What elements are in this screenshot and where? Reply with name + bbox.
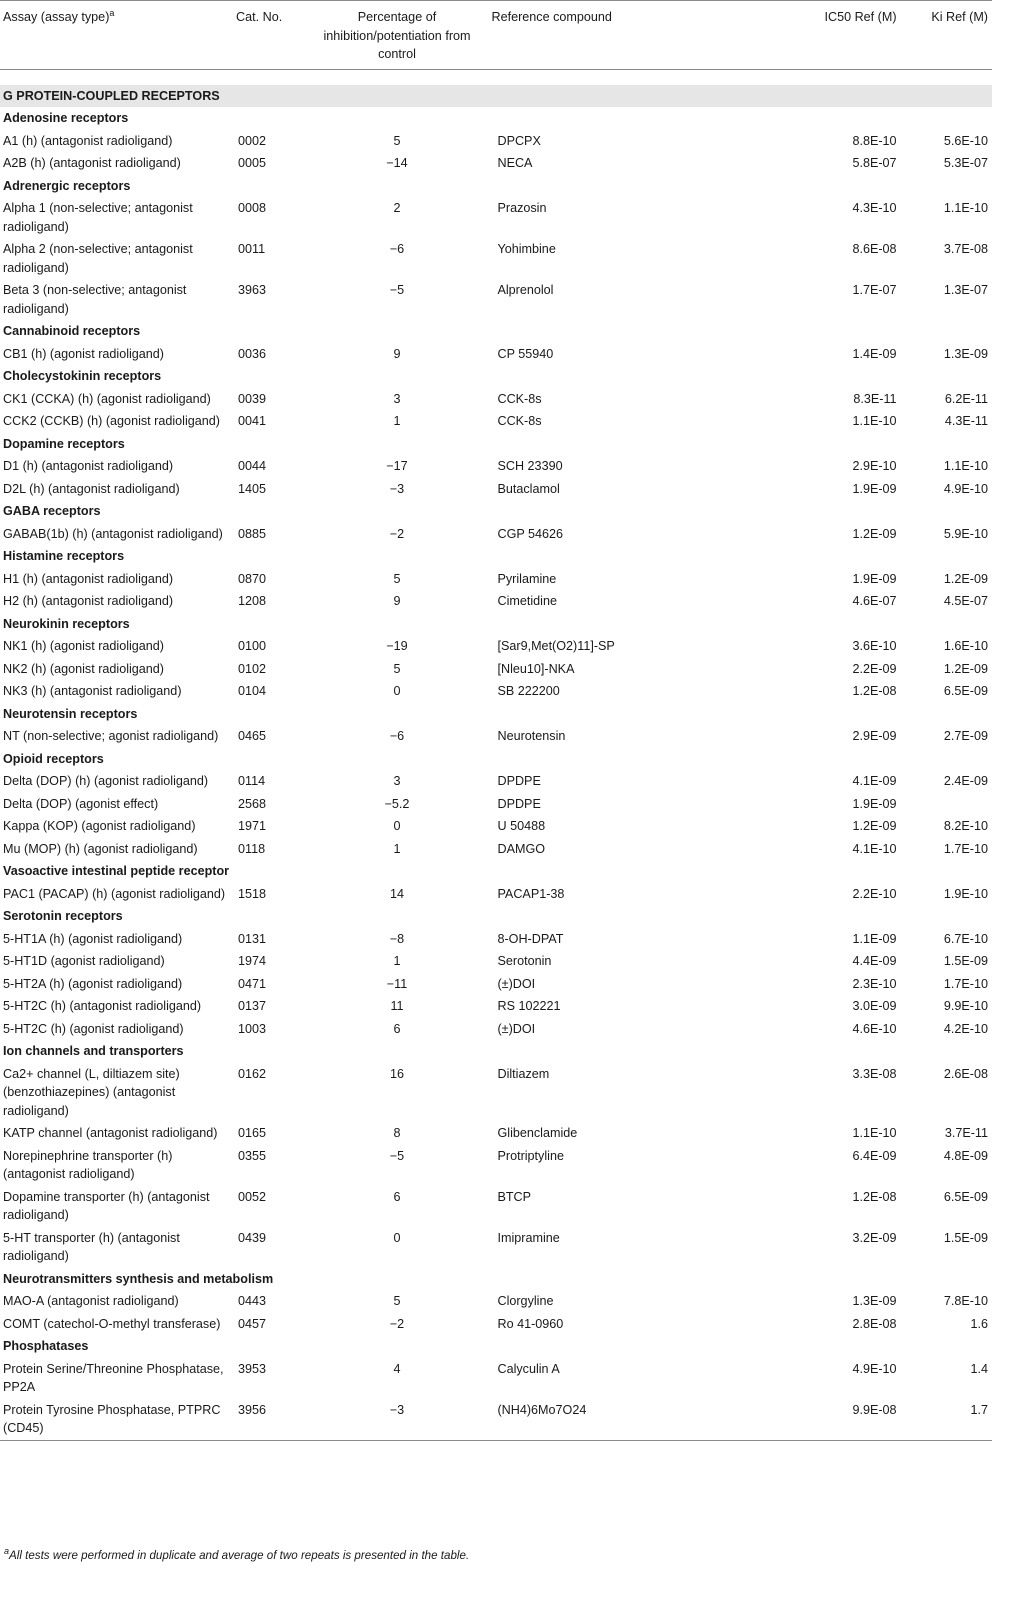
cell-assay: PAC1 (PACAP) (h) (agonist radioligand) bbox=[3, 886, 226, 901]
cell-cat-no: 0102 bbox=[238, 661, 267, 676]
cell-assay: D2L (h) (antagonist radioligand) bbox=[3, 481, 180, 496]
cell-cat-no: 0118 bbox=[238, 841, 266, 856]
cell-assay: MAO-A (antagonist radioligand) bbox=[3, 1294, 179, 1308]
section-row bbox=[0, 85, 992, 108]
cell-reference-compound: Prazosin bbox=[497, 201, 547, 215]
cell-assay: 5-HT2C (h) (antagonist radioligand) bbox=[3, 999, 202, 1013]
cell-cat-no: 0443 bbox=[238, 1294, 267, 1308]
group-label: Phosphatases bbox=[3, 1339, 89, 1353]
cell-percentage: −19 bbox=[386, 639, 408, 653]
cell-percentage: −6 bbox=[389, 242, 405, 256]
table-row bbox=[0, 725, 992, 748]
cell-ki: 3.7E-08 bbox=[943, 242, 988, 256]
cell-reference-compound: RS 102221 bbox=[497, 999, 561, 1013]
table-row bbox=[0, 680, 992, 703]
cell-percentage: 5 bbox=[393, 133, 401, 148]
cell-ic50: 4.4E-09 bbox=[852, 954, 897, 968]
table-row bbox=[0, 1018, 992, 1041]
cell-assay: GABAB(1b) (h) (antagonist radioligand) bbox=[3, 526, 223, 541]
cell-ki: 1.1E-10 bbox=[943, 201, 988, 215]
cell-ic50: 1.1E-09 bbox=[852, 931, 897, 946]
table-row bbox=[0, 995, 992, 1018]
cell-ki: 1.6E-10 bbox=[943, 639, 988, 653]
group-row bbox=[0, 860, 992, 883]
cell-ki: 4.3E-11 bbox=[944, 414, 988, 428]
cell-reference-compound: SCH 23390 bbox=[497, 459, 563, 473]
table-row bbox=[0, 523, 992, 546]
cell-ki: 1.2E-09 bbox=[943, 661, 988, 676]
cell-assay: Beta 3 (non-selective; antagonist radioligand) bbox=[3, 283, 187, 316]
cell-ki: 9.9E-10 bbox=[943, 999, 988, 1013]
cell-reference-compound: U 50488 bbox=[497, 819, 546, 833]
cell-reference-compound: Pyrilamine bbox=[497, 571, 557, 586]
cell-assay: CB1 (h) (agonist radioligand) bbox=[3, 346, 165, 361]
cell-ki: 6.2E-11 bbox=[944, 391, 988, 406]
cell-assay: H1 (h) (antagonist radioligand) bbox=[3, 571, 174, 586]
group-label: Opioid receptors bbox=[3, 751, 104, 766]
cell-ic50: 2.3E-10 bbox=[852, 976, 897, 991]
header-reference-compound: Reference compound bbox=[491, 10, 612, 24]
group-row bbox=[0, 320, 992, 343]
cell-percentage: −5 bbox=[389, 283, 405, 297]
cell-ki: 3.7E-11 bbox=[944, 1126, 988, 1140]
table-row bbox=[0, 1145, 992, 1186]
cell-percentage: 4 bbox=[393, 1361, 401, 1376]
cell-cat-no: 0131 bbox=[238, 931, 267, 946]
cell-cat-no: 0100 bbox=[238, 639, 267, 653]
cell-ic50: 1.2E-09 bbox=[852, 819, 897, 833]
cell-reference-compound: Alprenolol bbox=[497, 283, 554, 297]
cell-cat-no: 0044 bbox=[238, 459, 267, 473]
cell-percentage: −5 bbox=[389, 1148, 405, 1163]
section-label: G PROTEIN-COUPLED RECEPTORS bbox=[0, 85, 992, 108]
cell-ki: 1.3E-09 bbox=[943, 346, 988, 361]
header-percentage: Percentage of inhibition/potentiation from control bbox=[323, 10, 471, 61]
cell-reference-compound: CCK-8s bbox=[497, 391, 542, 406]
table-row bbox=[0, 1122, 992, 1145]
cell-ki: 1.4 bbox=[970, 1361, 988, 1376]
cell-ic50: 8.6E-08 bbox=[852, 242, 897, 256]
cell-percentage: −3 bbox=[389, 1402, 405, 1417]
cell-assay: H2 (h) (antagonist radioligand) bbox=[3, 594, 174, 608]
group-label: Neurotensin receptors bbox=[3, 706, 138, 721]
cell-assay: Mu (MOP) (h) (agonist radioligand) bbox=[3, 841, 198, 856]
cell-ki: 8.2E-10 bbox=[943, 819, 988, 833]
cell-reference-compound: Neurotensin bbox=[497, 729, 566, 743]
cell-percentage: 8 bbox=[393, 1126, 401, 1140]
cell-percentage: −14 bbox=[386, 156, 408, 170]
cell-cat-no: 0002 bbox=[238, 133, 267, 148]
cell-ic50: 6.4E-09 bbox=[852, 1148, 897, 1163]
group-row bbox=[0, 1335, 992, 1358]
cell-cat-no: 0870 bbox=[238, 571, 267, 586]
cell-ki: 5.3E-07 bbox=[943, 156, 988, 170]
cell-reference-compound: Ro 41-0960 bbox=[497, 1316, 564, 1331]
cell-reference-compound: (±)DOI bbox=[497, 1021, 536, 1036]
table-row bbox=[0, 658, 992, 681]
cell-cat-no: 0471 bbox=[238, 976, 267, 991]
cell-ki: 1.6 bbox=[970, 1316, 988, 1331]
cell-ki: 1.5E-09 bbox=[943, 1230, 988, 1245]
cell-ic50: 1.9E-09 bbox=[852, 571, 897, 586]
cell-assay: NK1 (h) (agonist radioligand) bbox=[3, 639, 165, 653]
cell-ic50: 4.9E-10 bbox=[852, 1361, 897, 1376]
table-row bbox=[0, 838, 992, 861]
cell-reference-compound: DPDPE bbox=[497, 796, 541, 811]
cell-assay: A1 (h) (antagonist radioligand) bbox=[3, 133, 173, 148]
cell-ki: 1.5E-09 bbox=[943, 954, 988, 968]
cell-reference-compound: CCK-8s bbox=[497, 414, 542, 428]
table-row bbox=[0, 1186, 992, 1227]
cell-percentage: 3 bbox=[393, 391, 401, 406]
cell-reference-compound: Calyculin A bbox=[497, 1361, 560, 1376]
cell-percentage: 9 bbox=[393, 346, 401, 361]
cell-reference-compound: DAMGO bbox=[497, 841, 546, 856]
cell-cat-no: 0355 bbox=[238, 1148, 267, 1163]
cell-cat-no: 0008 bbox=[238, 201, 267, 215]
cell-ic50: 5.8E-07 bbox=[852, 156, 897, 170]
cell-assay: 5-HT2A (h) (agonist radioligand) bbox=[3, 976, 183, 991]
cell-ic50: 1.3E-09 bbox=[852, 1294, 897, 1308]
cell-assay: NK3 (h) (antagonist radioligand) bbox=[3, 684, 182, 698]
cell-assay: Alpha 1 (non-selective; antagonist radioligand) bbox=[3, 201, 193, 234]
cell-percentage: 14 bbox=[389, 886, 404, 901]
table-row bbox=[0, 568, 992, 591]
cell-assay: NK2 (h) (agonist radioligand) bbox=[3, 661, 165, 676]
cell-cat-no: 0457 bbox=[238, 1316, 267, 1331]
cell-cat-no: 3963 bbox=[238, 283, 267, 297]
table-row bbox=[0, 343, 992, 366]
cell-ic50: 1.7E-07 bbox=[852, 283, 897, 297]
cell-percentage: 16 bbox=[389, 1066, 404, 1081]
cell-ic50: 4.1E-09 bbox=[852, 774, 897, 788]
cell-percentage: 1 bbox=[393, 414, 401, 428]
cell-percentage: −2 bbox=[389, 1316, 405, 1331]
cell-ki: 1.3E-07 bbox=[943, 283, 988, 297]
cell-ic50: 8.3E-11 bbox=[853, 391, 897, 406]
cell-ki: 6.5E-09 bbox=[943, 1189, 988, 1204]
cell-ki: 1.7 bbox=[970, 1402, 988, 1417]
cell-cat-no: 0036 bbox=[238, 346, 267, 361]
group-label: Adenosine receptors bbox=[3, 111, 129, 125]
cell-ic50: 4.1E-10 bbox=[852, 841, 897, 856]
group-label: Vasoactive intestinal peptide receptor bbox=[3, 864, 230, 878]
group-label: Neurokinin receptors bbox=[3, 616, 130, 631]
table-row bbox=[0, 478, 992, 501]
table-row bbox=[0, 410, 992, 433]
cell-assay: Alpha 2 (non-selective; antagonist radioligand) bbox=[3, 242, 193, 275]
cell-percentage: 5 bbox=[393, 571, 401, 586]
cell-assay: D1 (h) (antagonist radioligand) bbox=[3, 459, 174, 473]
group-row bbox=[0, 1040, 992, 1063]
table-footnote bbox=[4, 1546, 470, 1562]
header-assay bbox=[0, 1, 232, 70]
group-label: GABA receptors bbox=[3, 504, 101, 518]
cell-reference-compound: (NH4)6Mo7O24 bbox=[497, 1402, 587, 1417]
cell-ic50: 1.2E-08 bbox=[852, 684, 897, 698]
table-body bbox=[0, 69, 992, 1440]
table-row bbox=[0, 770, 992, 793]
group-label: Neurotransmitters synthesis and metabolism bbox=[3, 1271, 274, 1286]
cell-cat-no: 0005 bbox=[238, 156, 267, 170]
cell-percentage: −17 bbox=[386, 459, 408, 473]
cell-percentage: 1 bbox=[393, 841, 401, 856]
cell-cat-no: 1405 bbox=[238, 481, 267, 496]
table-row bbox=[0, 388, 992, 411]
cell-ki: 4.5E-07 bbox=[943, 594, 988, 608]
cell-assay: CCK2 (CCKB) (h) (agonist radioligand) bbox=[3, 414, 220, 428]
group-label: Serotonin receptors bbox=[3, 909, 123, 923]
cell-reference-compound: CP 55940 bbox=[497, 346, 554, 361]
group-row bbox=[0, 433, 992, 456]
cell-reference-compound: NECA bbox=[497, 156, 533, 170]
cell-assay: Protein Serine/Threonine Phosphatase, PP2A bbox=[3, 1361, 224, 1394]
cell-cat-no: 2568 bbox=[238, 796, 267, 811]
cell-ic50: 8.8E-10 bbox=[852, 133, 897, 148]
table-row bbox=[0, 950, 992, 973]
cell-ic50: 3.3E-08 bbox=[852, 1066, 897, 1081]
cell-reference-compound: Cimetidine bbox=[497, 594, 557, 608]
cell-assay: 5-HT transporter (h) (antagonist radioligand) bbox=[3, 1230, 180, 1263]
cell-reference-compound: Serotonin bbox=[497, 954, 552, 968]
cell-percentage: −5.2 bbox=[384, 796, 410, 811]
table-row bbox=[0, 928, 992, 951]
cell-assay: NT (non-selective; agonist radioligand) bbox=[3, 729, 219, 743]
cell-cat-no: 0465 bbox=[238, 729, 267, 743]
group-label: Histamine receptors bbox=[3, 549, 125, 563]
cell-percentage: 5 bbox=[393, 1294, 401, 1308]
cell-cat-no: 0011 bbox=[238, 242, 266, 256]
table-row bbox=[0, 152, 992, 175]
cell-ic50: 2.2E-10 bbox=[852, 886, 897, 901]
group-row bbox=[0, 365, 992, 388]
cell-assay: Kappa (KOP) (agonist radioligand) bbox=[3, 819, 196, 833]
cell-assay: Norepinephrine transporter (h) (antagonist radioligand) bbox=[3, 1148, 173, 1181]
group-row bbox=[0, 545, 992, 568]
cell-ic50: 2.9E-10 bbox=[852, 459, 897, 473]
header-cat-no: Cat. No. bbox=[236, 10, 283, 24]
cell-assay: 5-HT2C (h) (agonist radioligand) bbox=[3, 1021, 184, 1036]
cell-percentage: 3 bbox=[393, 774, 401, 788]
table-row bbox=[0, 793, 992, 816]
cell-percentage: 9 bbox=[393, 594, 401, 608]
cell-ki: 2.4E-09 bbox=[943, 774, 988, 788]
cell-reference-compound: PACAP1-38 bbox=[497, 886, 565, 901]
cell-ki: 1.1E-10 bbox=[943, 459, 988, 473]
table-row bbox=[0, 815, 992, 838]
cell-assay: 5-HT1D (agonist radioligand) bbox=[3, 954, 165, 968]
group-row bbox=[0, 613, 992, 636]
cell-reference-compound: DPDPE bbox=[497, 774, 541, 788]
cell-cat-no: 0114 bbox=[238, 774, 266, 788]
group-row bbox=[0, 703, 992, 726]
table-row bbox=[0, 1358, 992, 1399]
cell-percentage: 0 bbox=[393, 1230, 401, 1245]
cell-ki: 6.7E-10 bbox=[943, 931, 988, 946]
cell-cat-no: 0137 bbox=[238, 999, 267, 1013]
cell-reference-compound: Protriptyline bbox=[497, 1148, 564, 1163]
cell-cat-no: 1971 bbox=[238, 819, 267, 833]
table-row bbox=[0, 635, 992, 658]
cell-ki: 4.9E-10 bbox=[943, 481, 988, 496]
cell-assay: Ca2+ channel (L, diltiazem site) (benzothiazepines) (antagonist radioligand) bbox=[3, 1066, 180, 1118]
cell-ki: 1.7E-10 bbox=[943, 841, 988, 856]
cell-ic50: 3.6E-10 bbox=[852, 639, 897, 653]
cell-assay: KATP channel (antagonist radioligand) bbox=[3, 1126, 218, 1140]
cell-ic50: 1.1E-10 bbox=[852, 1126, 897, 1140]
cell-assay: Delta (DOP) (h) (agonist radioligand) bbox=[3, 774, 209, 788]
cell-ki: 4.2E-10 bbox=[943, 1021, 988, 1036]
group-label: Dopamine receptors bbox=[3, 436, 125, 451]
cell-ki: 1.7E-10 bbox=[943, 976, 988, 991]
cell-percentage: 6 bbox=[393, 1021, 401, 1036]
cell-cat-no: 3956 bbox=[238, 1402, 267, 1417]
cell-ki: 4.8E-09 bbox=[943, 1148, 988, 1163]
cell-ki: 1.2E-09 bbox=[943, 571, 988, 586]
cell-ic50: 1.2E-09 bbox=[852, 526, 897, 541]
group-label: Cholecystokinin receptors bbox=[3, 369, 162, 383]
cell-cat-no: 0162 bbox=[238, 1066, 267, 1081]
cell-ic50: 4.6E-10 bbox=[852, 1021, 897, 1036]
group-row bbox=[0, 107, 992, 130]
cell-percentage: −2 bbox=[389, 526, 405, 541]
cell-ki: 5.6E-10 bbox=[943, 133, 988, 148]
cell-reference-compound: Clorgyline bbox=[497, 1294, 554, 1308]
cell-percentage: −11 bbox=[386, 976, 408, 991]
cell-assay: Dopamine transporter (h) (antagonist radioligand) bbox=[3, 1189, 210, 1222]
cell-cat-no: 0052 bbox=[238, 1189, 267, 1204]
cell-reference-compound: [Sar9,Met(O2)11]-SP bbox=[497, 639, 615, 653]
cell-reference-compound: DPCPX bbox=[497, 133, 541, 148]
group-row bbox=[0, 905, 992, 928]
cell-cat-no: 3953 bbox=[238, 1361, 267, 1376]
cell-ic50: 4.6E-07 bbox=[852, 594, 897, 608]
table-row bbox=[0, 1313, 992, 1336]
cell-reference-compound: Yohimbine bbox=[497, 242, 556, 256]
table-row bbox=[0, 1290, 992, 1313]
footnote-mark: a bbox=[4, 1546, 10, 1557]
cell-ki: 2.7E-09 bbox=[943, 729, 988, 743]
cell-percentage: 5 bbox=[393, 661, 401, 676]
cell-ki: 2.6E-08 bbox=[943, 1066, 988, 1081]
group-label: Adrenergic receptors bbox=[3, 178, 131, 193]
cell-percentage: −3 bbox=[389, 481, 405, 496]
cell-cat-no: 0039 bbox=[238, 391, 267, 406]
cell-cat-no: 1003 bbox=[238, 1021, 267, 1036]
group-row bbox=[0, 1268, 992, 1291]
header-gap bbox=[0, 69, 992, 85]
table-row bbox=[0, 1399, 992, 1441]
cell-ki: 5.9E-10 bbox=[943, 526, 988, 541]
table-row bbox=[0, 973, 992, 996]
cell-assay: A2B (h) (antagonist radioligand) bbox=[3, 156, 181, 170]
cell-assay: COMT (catechol-O-methyl transferase) bbox=[3, 1316, 221, 1331]
cell-cat-no: 0041 bbox=[238, 414, 267, 428]
cell-percentage: 6 bbox=[393, 1189, 401, 1204]
cell-ic50: 4.3E-10 bbox=[852, 201, 897, 215]
cell-reference-compound: Glibenclamide bbox=[497, 1126, 578, 1140]
group-row bbox=[0, 500, 992, 523]
cell-ki: 7.8E-10 bbox=[943, 1294, 988, 1308]
cell-reference-compound: Butaclamol bbox=[497, 481, 560, 496]
cell-ic50: 1.9E-09 bbox=[852, 796, 897, 811]
cell-reference-compound: BTCP bbox=[497, 1189, 532, 1204]
cell-assay: Delta (DOP) (agonist effect) bbox=[3, 796, 159, 811]
cell-percentage: 1 bbox=[393, 954, 401, 968]
table-row bbox=[0, 238, 992, 279]
cell-ic50: 1.1E-10 bbox=[852, 414, 897, 428]
table-row bbox=[0, 1227, 992, 1268]
cell-reference-compound: 8-OH-DPAT bbox=[497, 931, 564, 946]
cell-reference-compound: Imipramine bbox=[497, 1230, 560, 1245]
footnote-text: All tests were performed in duplicate and average of two repeats is presented in the table. bbox=[9, 1549, 470, 1562]
cell-cat-no: 1518 bbox=[238, 886, 267, 901]
group-label: Ion channels and transporters bbox=[3, 1044, 184, 1058]
table-row bbox=[0, 197, 992, 238]
cell-ic50: 3.0E-09 bbox=[852, 999, 897, 1013]
cell-reference-compound: CGP 54626 bbox=[497, 526, 564, 541]
cell-ki: 1.9E-10 bbox=[943, 886, 988, 901]
cell-ic50: 2.2E-09 bbox=[852, 661, 897, 676]
table-row bbox=[0, 1063, 992, 1123]
cell-assay: 5-HT1A (h) (agonist radioligand) bbox=[3, 931, 183, 946]
cell-ic50: 9.9E-08 bbox=[852, 1402, 897, 1417]
header-assay-footnote-mark: a bbox=[109, 7, 115, 18]
cell-ic50: 2.9E-09 bbox=[852, 729, 897, 743]
cell-percentage: 11 bbox=[390, 999, 404, 1013]
header-ic50: IC50 Ref (M) bbox=[824, 10, 897, 24]
cell-percentage: −6 bbox=[389, 729, 405, 743]
cell-reference-compound: Diltiazem bbox=[497, 1066, 550, 1081]
cell-cat-no: 1208 bbox=[238, 594, 267, 608]
cell-assay: Protein Tyrosine Phosphatase, PTPRC (CD45) bbox=[3, 1402, 221, 1435]
group-row bbox=[0, 748, 992, 771]
cell-reference-compound: [Nleu10]-NKA bbox=[497, 661, 575, 676]
group-row bbox=[0, 175, 992, 198]
cell-cat-no: 0104 bbox=[238, 684, 267, 698]
table-row bbox=[0, 455, 992, 478]
cell-ic50: 3.2E-09 bbox=[852, 1230, 897, 1245]
table-row bbox=[0, 883, 992, 906]
group-label: Cannabinoid receptors bbox=[3, 324, 141, 338]
cell-cat-no: 0439 bbox=[238, 1230, 267, 1245]
cell-assay: CK1 (CCKA) (h) (agonist radioligand) bbox=[3, 391, 211, 406]
cell-cat-no: 1974 bbox=[238, 954, 267, 968]
cell-cat-no: 0885 bbox=[238, 526, 267, 541]
cell-percentage: 0 bbox=[393, 684, 401, 698]
cell-ic50: 2.8E-08 bbox=[852, 1316, 897, 1331]
cell-ki bbox=[903, 793, 992, 816]
table-row bbox=[0, 130, 992, 153]
table-row bbox=[0, 590, 992, 613]
header-ki: Ki Ref (M) bbox=[931, 10, 988, 24]
cell-percentage: 0 bbox=[393, 819, 401, 833]
cell-reference-compound: (±)DOI bbox=[497, 976, 536, 991]
cell-ic50: 1.9E-09 bbox=[852, 481, 897, 496]
cell-ic50: 1.4E-09 bbox=[852, 346, 897, 361]
cell-ic50: 1.2E-08 bbox=[852, 1189, 897, 1204]
cell-percentage: 2 bbox=[393, 201, 401, 215]
table-row bbox=[0, 279, 992, 320]
header-assay-label: Assay (assay type) bbox=[3, 10, 110, 24]
table-header-row bbox=[0, 1, 992, 70]
cell-cat-no: 0165 bbox=[238, 1126, 267, 1140]
cell-ki: 6.5E-09 bbox=[943, 684, 988, 698]
cell-percentage: −8 bbox=[389, 931, 405, 946]
cell-reference-compound: SB 222200 bbox=[497, 684, 560, 698]
